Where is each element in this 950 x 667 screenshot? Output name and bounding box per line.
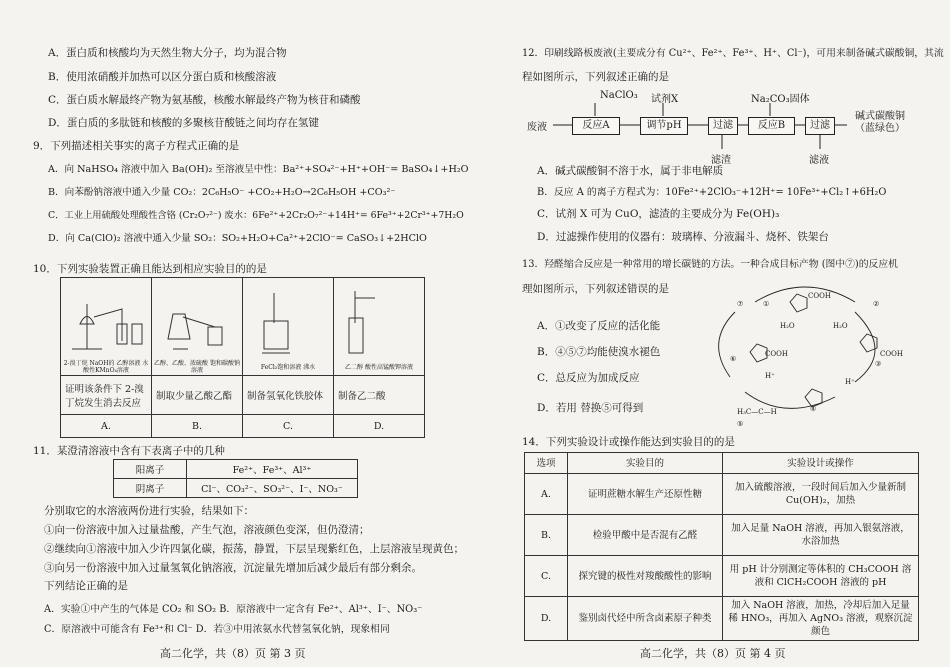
elimination-apparatus-icon [62, 279, 150, 357]
q14-row-operation: 加入 NaOH 溶液，加热，冷却后加入足量稀 HNO₃，再加入 AgNO₃ 溶液，观察沉淀颜色 [723, 597, 919, 641]
q11-question: 下列结论正确的是 [44, 580, 128, 592]
label-cooh-1: COOH [808, 292, 831, 300]
q14-row-option: B. [525, 515, 568, 556]
label-n1: ① [763, 300, 770, 308]
label-hplus-1: H⁺ [765, 372, 775, 380]
q13-option-a: A．①改变了反应的活化能 [537, 320, 661, 332]
apparatus-d-labels: 乙二醇 酸性高锰酸钾溶液 [345, 363, 413, 371]
anion-list: Cl⁻、CO₃²⁻、SO₃²⁻、I⁻、NO₃⁻ [187, 479, 358, 498]
label-n3: ③ [875, 360, 882, 368]
mechanism-cycle-icon [475, 262, 950, 432]
q8-option-c: C．蛋白质水解最终产物为氨基酸，核酸水解最终产物为核苷和磷酸 [48, 94, 361, 106]
filtrate-residue: 滤渣 [711, 155, 731, 166]
purpose-a: 证明该条件下 2-溴丁烷发生消去反应 [61, 376, 152, 415]
q11-step-2: ②继续向①溶液中加入少许四氯化碳，振荡，静置，下层呈现紫红色，上层溶液呈现黄色； [44, 543, 464, 555]
q8-option-a: A．蛋白质和核酸均为天然生物大分子，均为混合物 [48, 47, 287, 59]
q13-option-b: B．④⑤⑦均能使溴水褪色 [537, 346, 661, 358]
label-a: A. [61, 415, 152, 438]
apparatus-b [152, 278, 243, 376]
purpose-b: 制取少量乙酸乙酯 [152, 376, 243, 415]
q14-header-operation: 实验设计或操作 [723, 453, 919, 474]
apparatus-c-labels: FeCl₃饱和溶液 沸水 [260, 363, 316, 371]
label-n5: ⑤ [737, 420, 744, 428]
q9-option-c: C．工业上用硫酸处理酸性含铬 (Cr₂O₇²⁻) 废水：6Fe²⁺+2Cr₂O₇²⁻+14H⁺= 6Fe³⁺+2Cr³⁺+7H₂O [48, 210, 464, 221]
q12-option-d: D．过滤操作使用的仪器有：玻璃棒、分液漏斗、烧杯、铁架台 [537, 231, 829, 243]
q12-title-1: 12．印刷线路板废液(主要成分有 Cu²⁺、Fe²⁺、Fe³⁺、H⁺、Cl⁻)，可用来制备碱式碳酸铜，其流 [522, 48, 944, 59]
box-filter-1: 过滤 [708, 117, 738, 135]
input-na2co3: Na₂CO₃固体 [751, 94, 810, 105]
label-hplus-2: H⁺ [845, 378, 855, 386]
q14-header-option: 选项 [525, 453, 568, 474]
page-4-footer: 高二化学，共（8）页 第 4 页 [640, 647, 786, 660]
esterification-apparatus-icon [153, 279, 241, 357]
purpose-c: 制备氢氧化铁胶体 [243, 376, 334, 415]
q14-header-purpose: 实验目的 [568, 453, 723, 474]
input-naclo3: NaClO₃ [600, 90, 638, 101]
oxidation-apparatus-icon [335, 283, 423, 361]
q10-table [60, 277, 425, 438]
q14-row-option: C. [525, 556, 568, 597]
box-filter-2: 过滤 [805, 117, 835, 135]
label-h2o-1: H₂O [780, 322, 795, 330]
q13-option-c: C．总反应为加成反应 [537, 372, 640, 384]
box-reaction-a: 反应A [572, 117, 620, 135]
label-cooh-3: COOH [880, 350, 903, 358]
q12-option-c: C．试剂 X 可为 CuO，滤渣的主要成分为 Fe(OH)₃ [537, 208, 780, 220]
apparatus-a [61, 278, 152, 376]
q14-row-purpose: 证明蔗糖水解生产还原性糖 [568, 474, 723, 515]
label-n6: ⑥ [730, 355, 737, 363]
page-4 [475, 0, 950, 667]
label-acetaldehyde: H₃C—C—H [737, 408, 777, 416]
q12-option-b: B．反应 A 的离子方程式为：10Fe²⁺+2ClO₃⁻+12H⁺= 10Fe³⁺+Cl₂↑+6H₂O [537, 187, 887, 198]
label-h2o-2: H₂O [833, 322, 848, 330]
q10-title: 10．下列实验装置正确且能达到相应实验目的的是 [33, 263, 267, 275]
q11-options-cd: C．原溶液中可能含有 Fe³⁺和 Cl⁻ D．若③中用浓氨水代替氢氧化钠，现象相同 [44, 624, 390, 635]
q14-row-operation: 加入足量 NaOH 溶液，再加入银氨溶液，水浴加热 [723, 515, 919, 556]
q14-row-option: D. [525, 597, 568, 641]
q9-title: 9．下列描述相关事实的离子方程式正确的是 [33, 140, 240, 152]
box-reaction-b: 反应B [748, 117, 795, 135]
q11-step-3: ③向另一份溶液中加入过量氢氧化钠溶液，沉淀量先增加后减少最后有部分剩余。 [44, 562, 422, 574]
box-adjust-ph: 调节pH [640, 117, 688, 135]
q11-intro: 分别取它的水溶液两份进行实验，结果如下： [44, 505, 254, 517]
colloid-apparatus-icon [244, 283, 332, 361]
apparatus-c [243, 278, 334, 376]
cation-label: 阳离子 [114, 460, 187, 479]
q11-options-ab: A．实验①中产生的气体是 CO₂ 和 SO₂ B．原溶液中一定含有 Fe²⁺、Al³⁺、I⁻、NO₃⁻ [44, 604, 423, 615]
cation-list: Fe²⁺、Fe³⁺、Al³⁺ [187, 460, 358, 479]
q13-title-1: 13．羟醛缩合反应是一种常用的增长碳链的方法。一种合成目标产物 (图中⑦)的反应机 [522, 259, 898, 270]
q8-option-d: D．蛋白质的多肽链和核酸的多聚核苷酸链之间均存在氢键 [48, 117, 319, 129]
q14-row-option: A. [525, 474, 568, 515]
q11-title: 11．某澄清溶液中含有下表离子中的几种 [33, 445, 225, 457]
apparatus-a-labels: 2-溴丁烷 NaOH的 乙醇溶液 水 酸性KMnO₄溶液 [63, 360, 149, 374]
label-d: D. [334, 415, 425, 438]
page-3-footer: 高二化学，共（8）页 第 3 页 [160, 647, 306, 660]
q12-title-2: 程如图所示，下列叙述正确的是 [522, 71, 669, 83]
q14-row-purpose: 探究键的极性对羧酸酸性的影响 [568, 556, 723, 597]
label-n7: ⑦ [737, 300, 744, 308]
q12-option-a: A．碱式碳酸铜不溶于水，属于非电解质 [537, 165, 724, 177]
q14-row-operation: 用 pH 计分别测定等体积的 CH₃COOH 溶液和 ClCH₂COOH 溶液的 pH [723, 556, 919, 597]
q13-option-d: D．若用 替换⑤可得到 [537, 402, 644, 414]
q14-row-purpose: 检验甲酸中是否混有乙醛 [568, 515, 723, 556]
q9-option-b: B．向苯酚钠溶液中通入少量 CO₂：2C₆H₅O⁻ +CO₂+H₂O→2C₆H₅OH +CO₃²⁻ [48, 187, 396, 198]
purpose-d: 制备乙二酸 [334, 376, 425, 415]
q14-table [524, 452, 919, 641]
apparatus-d [334, 278, 425, 376]
flow-product: 碱式碳酸铜（蓝绿色） [855, 111, 905, 134]
flow-start: 废液 [527, 122, 547, 133]
q14-row-operation: 加入硫酸溶液，一段时间后加入少量新制 Cu(OH)₂，加热 [723, 474, 919, 515]
anion-label: 阴离子 [114, 479, 187, 498]
q9-option-a: A．向 NaHSO₄ 溶液中加入 Ba(OH)₂ 至溶液呈中性：Ba²⁺+SO₄²⁻+H⁺+OH⁻= BaSO₄↓+H₂O [48, 164, 469, 175]
q14-title: 14．下列实验设计或操作能达到实验目的的是 [522, 436, 735, 448]
q8-option-b: B．使用浓硝酸并加热可以区分蛋白质和核酸溶液 [48, 71, 277, 83]
label-n4: ④ [810, 405, 817, 413]
label-cooh-2: COOH [765, 350, 788, 358]
q9-option-d: D．向 Ca(ClO)₂ 溶液中通入少量 SO₂：SO₂+H₂O+Ca²⁺+2ClO⁻= CaSO₃↓+2HClO [48, 233, 427, 244]
label-c: C. [243, 415, 334, 438]
input-reagent-x: 试剂X [651, 94, 679, 105]
q11-step-1: ①向一份溶液中加入过量盐酸，产生气泡，溶液颜色变深，但仍澄清； [44, 524, 370, 536]
label-b: B. [152, 415, 243, 438]
label-n2: ② [873, 300, 880, 308]
apparatus-b-labels: 乙醇、乙酸、浓硫酸 饱和碳酸钠溶液 [154, 360, 240, 374]
q13-title-2: 理如图所示，下列叙述错误的是 [522, 283, 669, 295]
filtrate-liquid: 滤液 [809, 155, 829, 166]
ion-table [113, 459, 358, 498]
q14-row-purpose: 鉴别卤代烃中所含卤素原子种类 [568, 597, 723, 641]
